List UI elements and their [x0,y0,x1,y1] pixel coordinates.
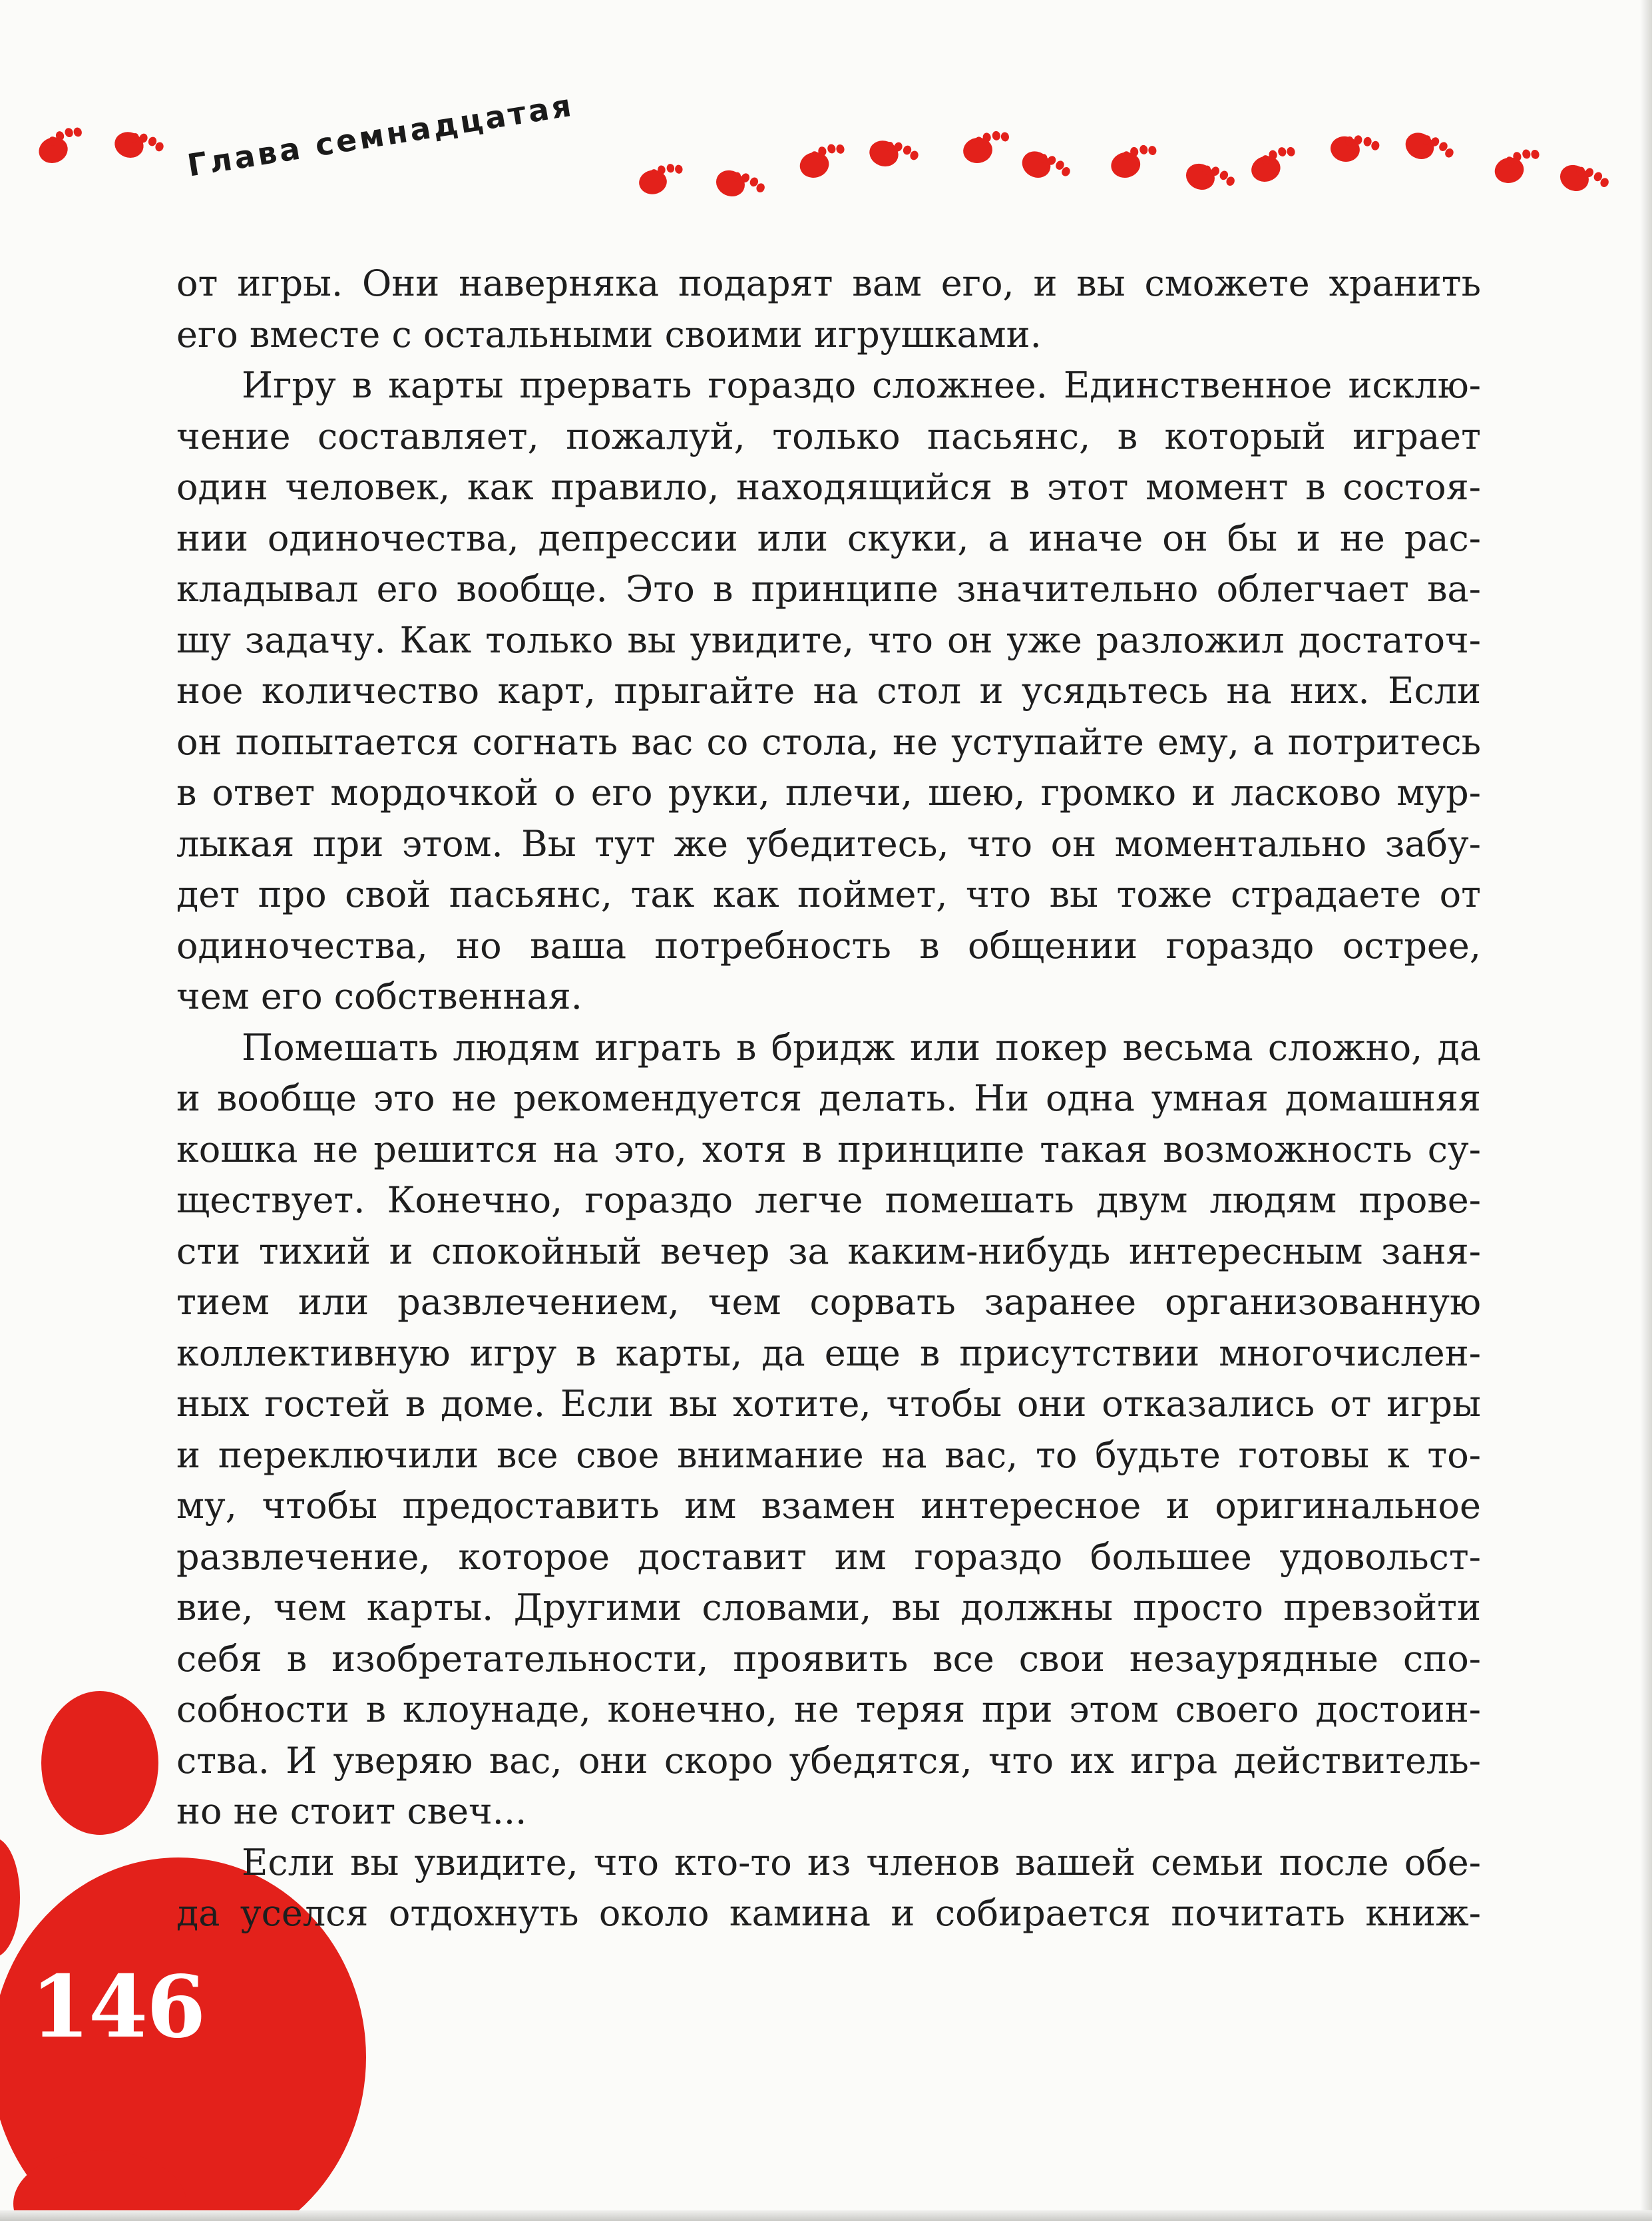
text-line: вие, чем карты. Другими словами, вы должны просто превзойти [176,1587,1481,1628]
paw-print-icon [960,129,1012,166]
text-line: тием или развлечением, чем сорвать заранее организованную [176,1281,1481,1323]
paragraph [176,258,1481,360]
text-line: кладывал его вообще. Это в принципе значительно облегчает ва- [176,568,1481,610]
red-blob-left-edge [0,1838,20,1957]
text-line: Игру в карты прервать гораздо сложнее. Единственное исклю- [242,364,1481,406]
paw-print-icon [1181,156,1237,202]
paw-print-icon [1555,158,1611,204]
text-line: чение составляет, пожалуй, только пасьянс, в который играет [176,415,1481,457]
text-line: шу задачу. Как только вы увидите, что он уже разложил достаточ- [176,618,1481,661]
page-bottom-edge [0,2210,1652,2221]
text-line: его вместе с остальными своими игрушками. [176,313,1042,356]
paw-print-icon [796,141,849,181]
text-line: себя в изобретательности, проявить все свои незаурядные спо- [176,1637,1481,1680]
page-number: 146 [31,1957,205,2057]
text-line: да уселся отдохнуть около камина и собирается почитать книж- [176,1892,1481,1934]
paw-print-icon [1491,146,1544,186]
text-line: ства. И уверяю вас, они скоро убедятся, что их игра действитель- [176,1739,1481,1782]
paragraph [176,1838,1481,1939]
body-text [176,258,1481,1939]
text-line: от игры. Они наверняка подарят вам его, и вы сможете хранить [176,262,1481,304]
page-edge-shadow [1640,0,1652,2221]
paw-print-icon [866,134,921,177]
text-line: нии одиночества, депрессии или скуки, а иначе он бы и не рас- [176,517,1481,559]
red-blob-small [41,1691,158,1835]
text-line: кошка не решится на это, хотя в принципе такая возможность су- [176,1128,1481,1170]
text-line: му, чтобы предоставить им взамен интересное и оригинальное [176,1485,1481,1527]
paw-print-icon [636,162,686,196]
text-line: ное количество карт, прыгайте на стол и усядьтесь на них. Если [176,670,1481,712]
text-line: одиночества, но ваша потребность в общении гораздо острее, [176,924,1481,967]
text-line: собности в клоунаде, конечно, не теряя при этом своего достоин- [176,1688,1481,1730]
text-line: ных гостей в доме. Если вы хотите, чтобы они отказались от игры [176,1383,1481,1425]
paragraph [176,1023,1481,1838]
chapter-title: Глава семнадцатая [184,87,576,184]
text-line: и переключили все свое внимание на вас, то будьте готовы к то- [176,1433,1481,1476]
text-line: но не стоит свеч... [176,1790,527,1832]
text-line: сти тихий и спокойный вечер за каким-нибудь интересным заня- [176,1230,1481,1272]
text-line: коллективную игру в карты, да еще в присутствии многочислен- [176,1332,1481,1374]
paw-print-icon [712,163,767,209]
text-line: чем его собственная. [176,975,582,1017]
paw-print-icon [1017,144,1073,192]
text-line: дет про свой пасьянс, так как поймет, что вы тоже страдаете от [176,873,1481,915]
text-line: в ответ мордочкой о его руки, плечи, шею, громко и ласково мур- [176,772,1481,814]
text-line: он попытается согнать вас со стола, не уступайте ему, а потритесь [176,720,1481,763]
paw-print-icon [34,124,89,167]
paragraph [176,360,1481,1023]
text-line: ществует. Конечно, гораздо легче помешать двум людям прове- [176,1179,1481,1221]
paw-print-icon [1400,125,1456,174]
text-line: один человек, как правило, находящийся в этот момент в состоя- [176,466,1481,508]
text-line: лыкая при этом. Вы тут же убедитесь, что он моментально забу- [176,822,1481,865]
paw-print-icon [1329,131,1380,168]
text-line: Помешать людям играть в бридж или покер весьма сложно, да [242,1026,1481,1069]
text-line: Если вы увидите, что кто-то из членов вашей семьи после обе- [242,1841,1481,1883]
paw-print-icon [1247,144,1302,186]
paw-print-icon [1108,142,1161,180]
text-line: и вообще это не рекомендуется делать. Ни одна умная домашняя [176,1077,1481,1119]
text-line: развлечение, которое доставит им гораздо большее удовольст- [176,1535,1481,1578]
paw-print-icon [111,125,166,168]
